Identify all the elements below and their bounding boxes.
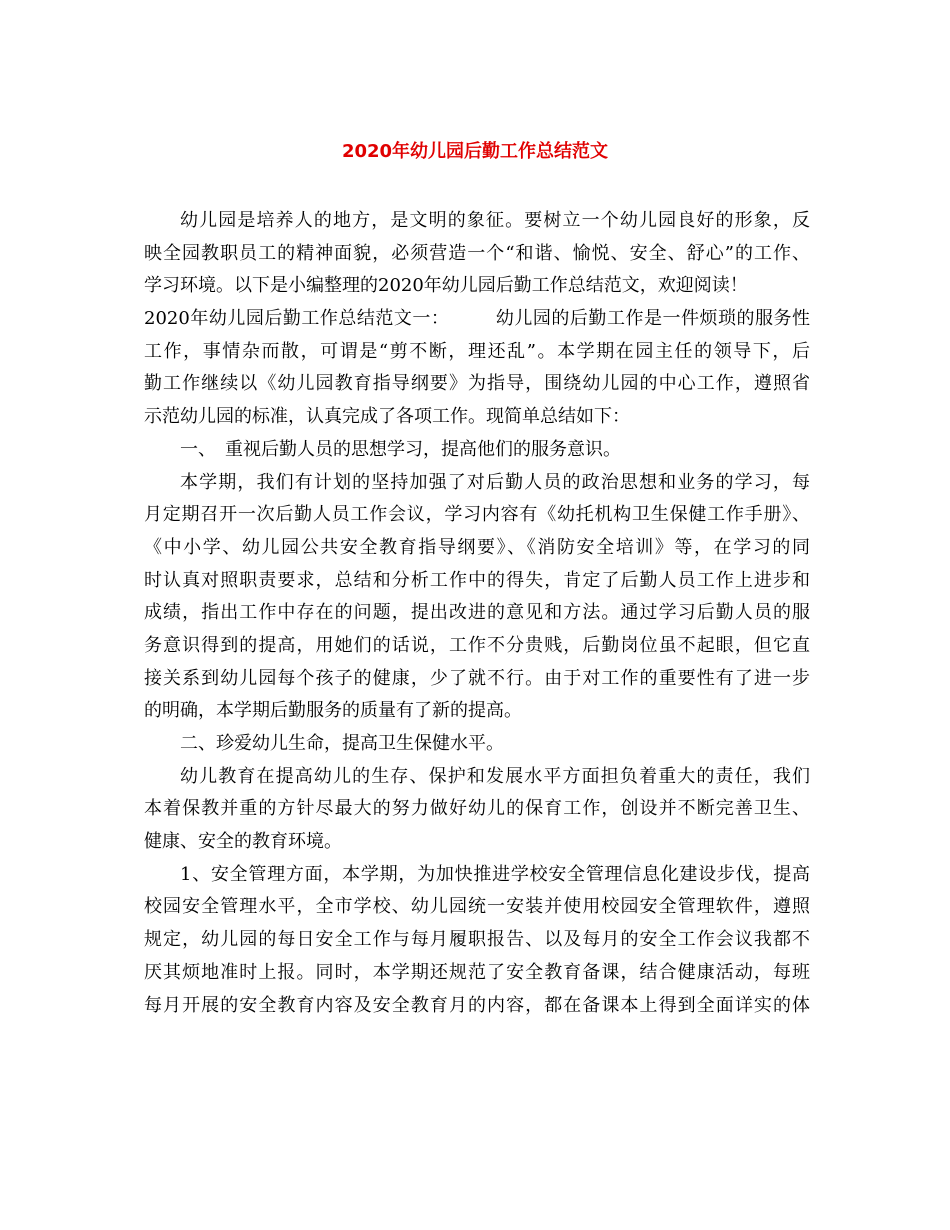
- text-line: 每月开展的安全教育内容及安全教育月的内容，都在备课本上得到全面详实的体: [144, 994, 810, 1016]
- text-line: 勤工作继续以《幼儿园教育指导纲要》为指导，围绕幼儿园的中心工作，遵照省: [144, 373, 810, 395]
- text-line: 二、珍爱幼儿生命，提高卫生保健水平。: [180, 733, 504, 754]
- text-line: 本着保教并重的方针尽最大的努力做好幼儿的保育工作，创设并不断完善卫生、: [144, 798, 810, 820]
- text-line: 映全园教职员工的精神面貌，必须营造一个“和谐、愉悦、安全、舒心”的工作、: [144, 242, 810, 264]
- text-line: 工作，事情杂而散，可谓是“剪不断，理还乱”。本学期在园主任的领导下，后: [144, 340, 810, 362]
- text-line: 时认真对照职责要求，总结和分析工作中的得失，肯定了后勤人员工作上进步和: [144, 569, 810, 591]
- text-line: 厌其烦地准时上报。同时，本学期还规范了安全教育备课，结合健康活动，每班: [144, 961, 810, 983]
- text-line: 务意识得到的提高，用她们的话说，工作不分贵贱，后勤岗位虽不起眼，但它直: [144, 634, 810, 656]
- text-line: 的明确，本学期后勤服务的质量有了新的提高。: [144, 700, 522, 722]
- text-line: 月定期召开一次后勤人员工作会议，学习内容有《幼托机构卫生保健工作手册》、: [144, 504, 810, 526]
- text-line: 学习环境。以下是小编整理的2020年幼儿园后勤工作总结范文，欢迎阅读！: [144, 275, 748, 297]
- text-line: 幼儿园是培养人的地方，是文明的象征。要树立一个幼儿园良好的形象，反: [180, 210, 810, 231]
- text-line: 示范幼儿园的标准，认真完成了各项工作。现简单总结如下：: [144, 406, 630, 428]
- text-line: 校园安全管理水平，全市学校、幼儿园统一安装并使用校园安全管理软件，遵照: [144, 896, 810, 918]
- document-body: [144, 205, 810, 1022]
- text-line: 1、安全管理方面，本学期，为加快推进学校安全管理信息化建设步伐，提高: [180, 863, 810, 885]
- text-line: 成绩，指出工作中存在的问题，提出改进的意见和方法。通过学习后勤人员的服: [144, 602, 810, 624]
- text-line: 《中小学、幼儿园公共安全教育指导纲要》、《消防安全培训》等，在学习的同: [144, 536, 810, 558]
- text-line: 接关系到幼儿园每个孩子的健康，少了就不行。由于对工作的重要性有了进一步: [144, 667, 810, 689]
- text-line: 幼儿教育在提高幼儿的生存、保护和发展水平方面担负着重大的责任，我们: [180, 765, 810, 787]
- text-line: 2020年幼儿园后勤工作总结范文一： 幼儿园的后勤工作是一件烦琐的服务性: [144, 308, 810, 330]
- text-line: 一、 重视后勤人员的思想学习，提高他们的服务意识。: [180, 438, 621, 460]
- text-line: 规定，幼儿园的每日安全工作与每月履职报告、以及每月的安全工作会议我都不: [144, 929, 810, 951]
- text-line: 健康、安全的教育环境。: [144, 831, 342, 853]
- text-line: 本学期，我们有计划的坚持加强了对后勤人员的政治思想和业务的学习，每: [180, 471, 810, 493]
- document-title: 2020年幼儿园后勤工作总结范文: [341, 141, 609, 162]
